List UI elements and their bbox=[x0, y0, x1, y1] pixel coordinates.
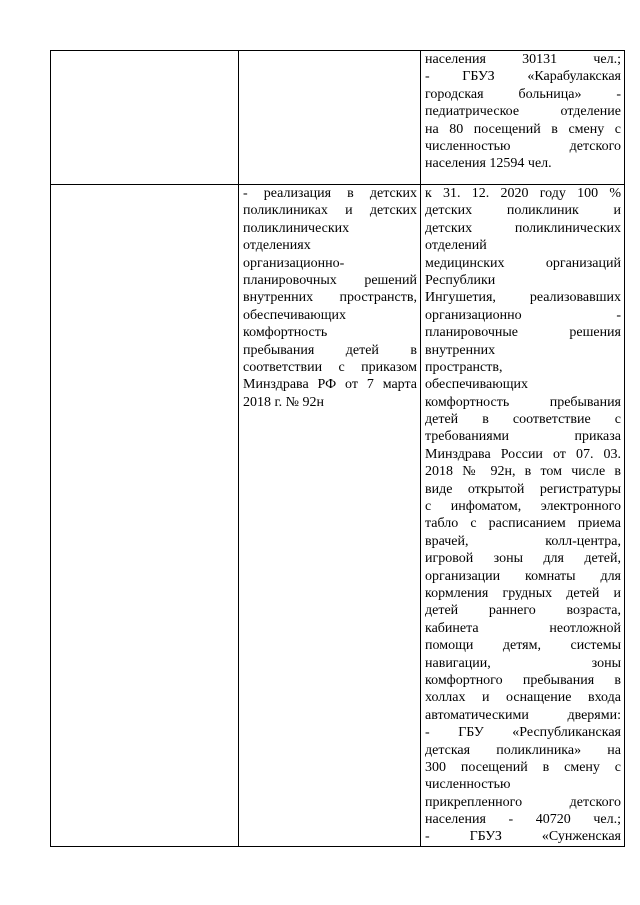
table-row bbox=[51, 51, 625, 185]
text-line: поликлиниках и детских bbox=[243, 203, 417, 219]
text-line: автоматическими дверями: bbox=[425, 707, 621, 723]
text-line: - ГБУЗ «Сунженская bbox=[425, 829, 621, 845]
text-line: пребывания детей в bbox=[243, 342, 417, 358]
text-line: врачей, колл-центра, bbox=[425, 533, 621, 549]
text-line: детская поликлиника» на bbox=[425, 742, 621, 758]
text-line: холлах и оснащение входа bbox=[425, 690, 621, 706]
cell-col2 bbox=[239, 51, 421, 185]
text-line: 300 посещений в смену с bbox=[425, 759, 621, 775]
text-line: 2018 № 92н, в том числе в bbox=[425, 464, 621, 480]
text-line: населения 12594 чел. bbox=[425, 156, 552, 172]
text-line: поликлинических bbox=[243, 220, 350, 236]
text-line: детей в соответствие с bbox=[425, 412, 621, 428]
text-line: детей раннего возраста, bbox=[425, 603, 621, 619]
cell-col3 bbox=[421, 51, 625, 185]
text-line: комфортного пребывания в bbox=[425, 672, 621, 688]
text-line: - ГБУЗ «Карабулакская bbox=[425, 69, 621, 85]
text-line: отделениях bbox=[243, 238, 311, 254]
text-line: прикрепленного детского bbox=[425, 794, 621, 810]
text-line: городская больница» - bbox=[425, 86, 621, 102]
cell-col1 bbox=[51, 51, 239, 185]
text-line: - ГБУ «Республиканская bbox=[425, 725, 621, 741]
text-line: комфортность bbox=[243, 325, 328, 341]
text-line: обеспечивающих bbox=[425, 377, 528, 393]
text-line: медицинских организаций bbox=[425, 255, 621, 271]
text-line: отделений bbox=[425, 238, 487, 254]
text-line: населения - 40720 чел.; bbox=[425, 812, 621, 828]
text-line: на 80 посещений в смену с bbox=[425, 121, 621, 137]
text-line: требованиями приказа bbox=[425, 429, 621, 445]
text-line: табло с расписанием приема bbox=[425, 516, 621, 532]
cell-col1 bbox=[51, 185, 239, 847]
text-line: обеспечивающих bbox=[243, 307, 346, 323]
text-line: планировочных решений bbox=[243, 272, 417, 288]
text-line: Минздрава РФ от 7 марта bbox=[243, 377, 417, 393]
text-line: численностью bbox=[425, 777, 511, 793]
text-line: комфортность пребывания bbox=[425, 394, 621, 410]
text-line: Ингушетия, реализовавших bbox=[425, 290, 621, 306]
text-line: 2018 г. № 92н bbox=[243, 394, 325, 410]
text-line: кабинета неотложной bbox=[425, 620, 621, 636]
text-line: педиатрическое отделение bbox=[425, 104, 621, 120]
text-line: детских поликлиник и bbox=[425, 203, 621, 219]
text-line: внутренних пространств, bbox=[243, 290, 417, 306]
text-line: Минздрава России от 07. 03. bbox=[425, 446, 621, 462]
cell-col3 bbox=[421, 185, 625, 847]
text-line: населения 30131 чел.; bbox=[425, 52, 621, 67]
text-line: игровой зоны для детей, bbox=[425, 551, 621, 567]
document-table bbox=[50, 50, 625, 847]
table-row bbox=[51, 185, 625, 847]
text-line: численностью детского bbox=[425, 138, 621, 154]
text-line: соответствии с приказом bbox=[243, 359, 417, 375]
text-line: с инфоматом, электронного bbox=[425, 499, 621, 515]
text-line: внутренних bbox=[425, 342, 496, 358]
text-line: кормления грудных детей и bbox=[425, 585, 621, 601]
text-line: организации комнаты для bbox=[425, 568, 621, 584]
text-line: навигации, зоны bbox=[425, 655, 621, 671]
text-line: виде открытой регистратуры bbox=[425, 481, 621, 497]
text-line: пространств, bbox=[425, 359, 503, 375]
text-line: - реализация в детских bbox=[243, 186, 417, 201]
text-line: организационно- bbox=[243, 255, 345, 271]
text-line: планировочные решения bbox=[425, 325, 621, 341]
cell-col2 bbox=[239, 185, 421, 847]
text-line: организационно - bbox=[425, 307, 621, 323]
text-line: к 31. 12. 2020 году 100 % bbox=[425, 186, 621, 201]
text-line: помощи детям, системы bbox=[425, 638, 621, 654]
text-line: детских поликлинических bbox=[425, 220, 621, 236]
text-line: Республики bbox=[425, 272, 496, 288]
